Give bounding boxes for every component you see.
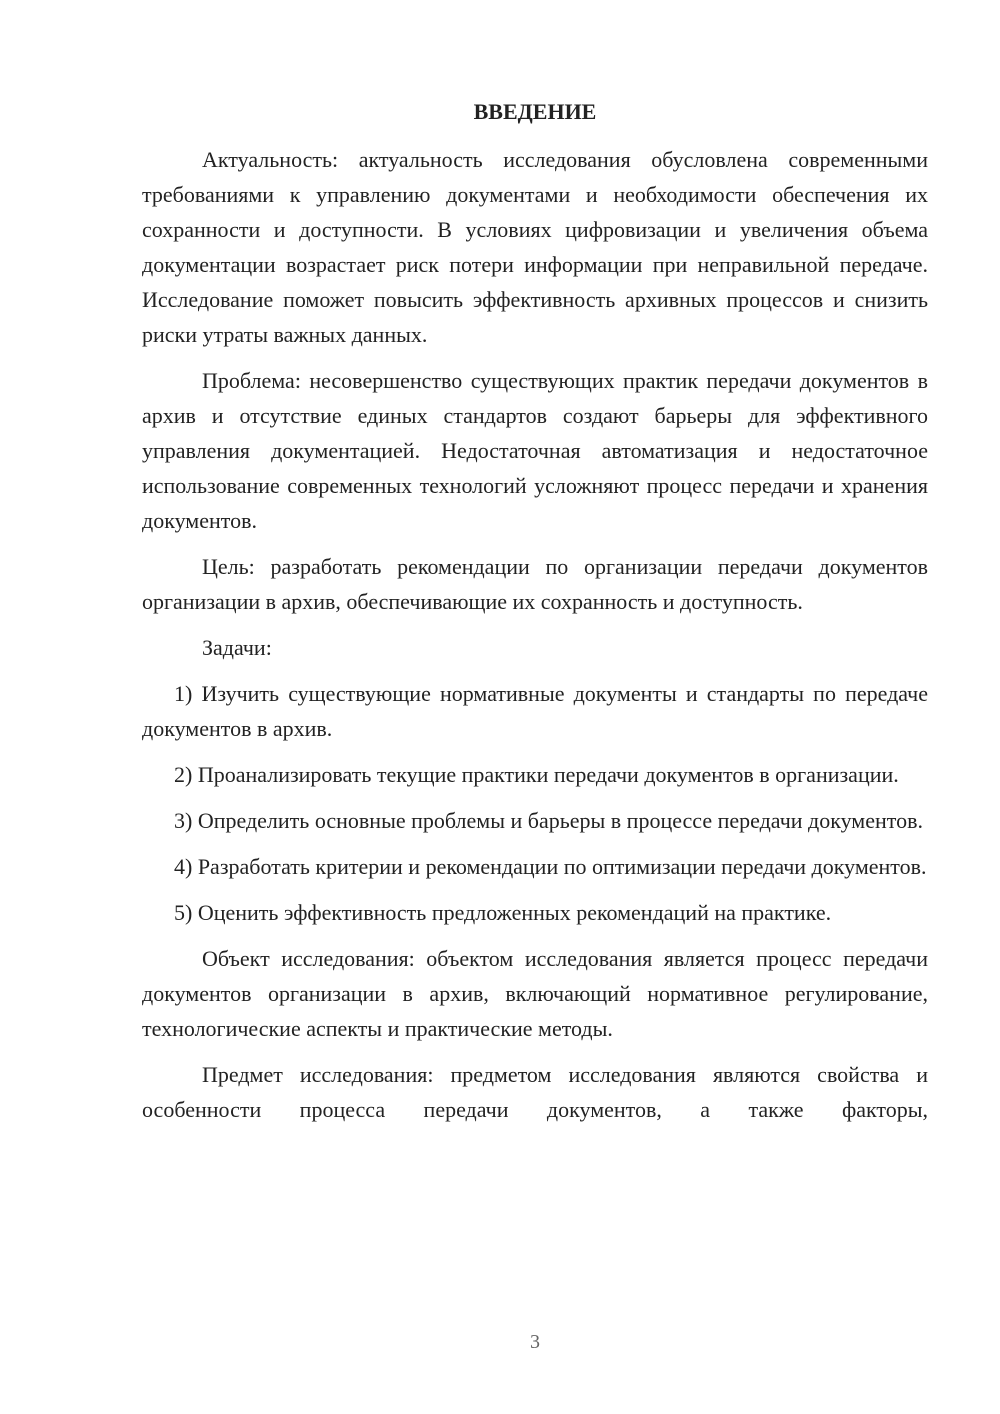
page-title: ВВЕДЕНИЕ xyxy=(473,99,597,124)
task-item-2: 2) Проанализировать текущие практики передачи документов в организации. xyxy=(174,762,899,787)
paragraph-subject: Предмет исследования: предметом исследования являются свойства и особенности процесса передачи документов, а также факторы, xyxy=(142,1062,928,1122)
document-page xyxy=(142,0,928,1414)
paragraph-tasks-heading: Задачи: xyxy=(202,635,272,660)
paragraph-goal: Цель: разработать рекомендации по организации передачи документов организации в архив, обеспечивающие их сохранность и доступность. xyxy=(142,554,928,614)
paragraph-relevance: Актуальность: актуальность исследования обусловлена современными требованиями к управлению документами и необходимости обеспечения их сохранности и доступности. В условиях цифровизации и увеличения объема документации возрастает риск потери информации при неправильной передаче. Исследование поможет повысить эффективность архивных процессов и снизить риски утраты важных данных. xyxy=(142,147,928,347)
task-item-1: 1) Изучить существующие нормативные документы и стандарты по передаче документов в архив. xyxy=(142,681,928,741)
task-item-5: 5) Оценить эффективность предложенных рекомендаций на практике. xyxy=(174,900,832,925)
paragraph-object: Объект исследования: объектом исследования является процесс передачи документов организации в архив, включающий нормативное регулирование, технологические аспекты и практические методы. xyxy=(142,946,928,1041)
task-item-4: 4) Разработать критерии и рекомендации по оптимизации передачи документов. xyxy=(174,854,927,879)
task-item-3: 3) Определить основные проблемы и барьеры в процессе передачи документов. xyxy=(174,808,923,833)
page-number: 3 xyxy=(530,1331,540,1353)
paragraph-problem: Проблема: несовершенство существующих практик передачи документов в архив и отсутствие единых стандартов создают барьеры для эффективного управления документацией. Недостаточная автоматизация и недостаточное использование современных технологий усложняют процесс передачи и хранения документов. xyxy=(142,368,928,533)
document-body xyxy=(142,142,928,1127)
